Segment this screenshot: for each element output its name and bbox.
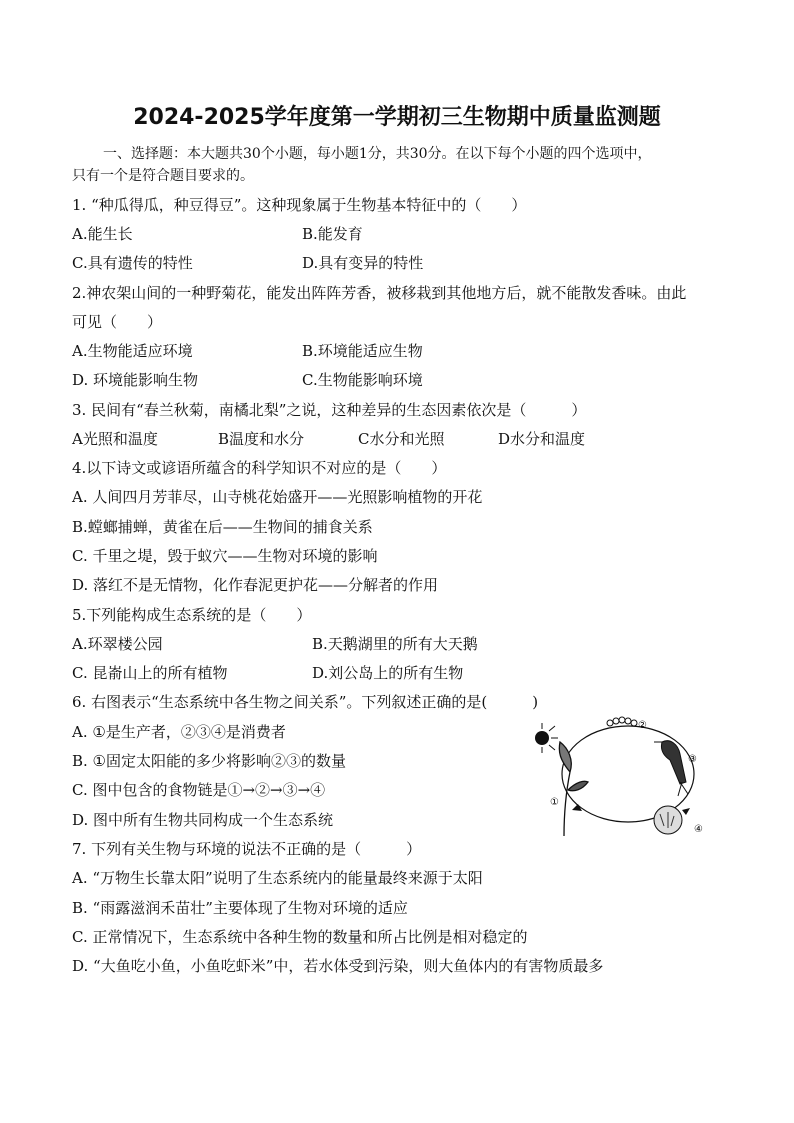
question-6-option-a: A. ①是生产者，②③④是消费者: [72, 723, 286, 741]
question-6-option-c: C. 图中包含的食物链是①→②→③→④: [72, 781, 326, 799]
question-7-option-d: D. “大鱼吃小鱼，小鱼吃虾米”中，若水体受到污染，则大鱼体内的有害物质最多: [72, 957, 604, 975]
question-4-option-c: C. 千里之堤，毁于蚁穴——生物对环境的影响: [72, 547, 378, 565]
question-6-stem: 6. 右图表示“生态系统中各生物之间关系”。下列叙述正确的是( ): [72, 693, 539, 711]
ecosystem-diagram: [530, 712, 718, 840]
question-1-option-a: A.能生长: [72, 225, 133, 243]
question-6-option-b: B. ①固定太阳能的多少将影响②③的数量: [72, 752, 347, 770]
caterpillar-icon: [607, 717, 637, 726]
question-3-option-d: D水分和温度: [498, 430, 586, 448]
question-4-option-d: D. 落红不是无情物，化作春泥更护花——分解者的作用: [72, 576, 439, 594]
question-1-option-c: C.具有遗传的特性: [72, 254, 193, 272]
question-6-option-d: D. 图中所有生物共同构成一个生态系统: [72, 811, 334, 829]
decomposer-icon: [654, 806, 682, 834]
question-7-option-a: A. “万物生长靠太阳”说明了生态系统内的能量最终来源于太阳: [72, 869, 483, 887]
question-1-option-b: B.能发育: [302, 225, 363, 243]
question-1-option-d: D.具有变异的特性: [302, 254, 424, 272]
question-3-option-c: C水分和光照: [358, 430, 445, 448]
section-intro-line-1: 一、选择题：本大题共30个小题，每小题1分，共30分。在以下每个小题的四个选项中，: [103, 146, 652, 162]
question-5-option-a: A.环翠楼公园: [72, 635, 163, 653]
question-3-stem: 3. 民间有“春兰秋菊，南橘北梨”之说，这种差异的生态因素依次是（ ）: [72, 401, 587, 419]
page-title: 2024-2025学年度第一学期初三生物期中质量监测题: [133, 105, 661, 130]
question-4-option-b: B.螳螂捕蝉，黄雀在后——生物间的捕食关系: [72, 518, 373, 536]
plant-icon: [559, 742, 588, 836]
question-2-option-d: D. 环境能影响生物: [72, 371, 199, 389]
question-2-option-b: B.环境能适应生物: [302, 342, 423, 360]
question-4-option-a: A. 人间四月芳菲尽，山寺桃花始盛开——光照影响植物的开花: [72, 488, 483, 506]
question-5-option-b: B.天鹅湖里的所有大天鹅: [312, 635, 478, 653]
question-5-stem: 5.下列能构成生态系统的是（ ）: [72, 606, 312, 624]
question-5-option-c: C. 昆嵛山上的所有植物: [72, 664, 228, 682]
question-1-stem: 1. “种瓜得瓜，种豆得豆”。这种现象属于生物基本特征中的（ ）: [72, 196, 527, 214]
bird-icon: [654, 741, 688, 796]
question-2-option-a: A.生物能适应环境: [72, 342, 193, 360]
figure-label-3: ③: [688, 754, 697, 765]
question-4-stem: 4.以下诗文或谚语所蕴含的科学知识不对应的是（ ）: [72, 459, 447, 477]
figure-label-2: ②: [638, 720, 647, 731]
figure-label-1: ①: [550, 797, 559, 808]
question-7-stem: 7. 下列有关生物与环境的说法不正确的是（ ）: [72, 840, 422, 858]
question-7-option-b: B. “雨露滋润禾苗壮”主要体现了生物对环境的适应: [72, 899, 408, 917]
arrow-head: [682, 808, 690, 815]
section-intro-line-2: 只有一个是符合题目要求的。: [72, 168, 254, 184]
question-2-option-c: C.生物能影响环境: [302, 371, 423, 389]
question-5-option-d: D.刘公岛上的所有生物: [312, 664, 464, 682]
figure-label-4: ④: [694, 824, 703, 835]
question-3-option-a: A光照和温度: [72, 430, 158, 448]
question-3-option-b: B温度和水分: [218, 430, 305, 448]
question-2-stem-line-1: 2.神农架山间的一种野菊花，能发出阵阵芳香，被移栽到其他地方后，就不能散发香味。由此: [72, 284, 687, 302]
question-7-option-c: C. 正常情况下，生态系统中各种生物的数量和所占比例是相对稳定的: [72, 928, 528, 946]
sun-icon: [535, 731, 549, 745]
question-2-stem-line-2: 可见（ ）: [72, 313, 163, 331]
